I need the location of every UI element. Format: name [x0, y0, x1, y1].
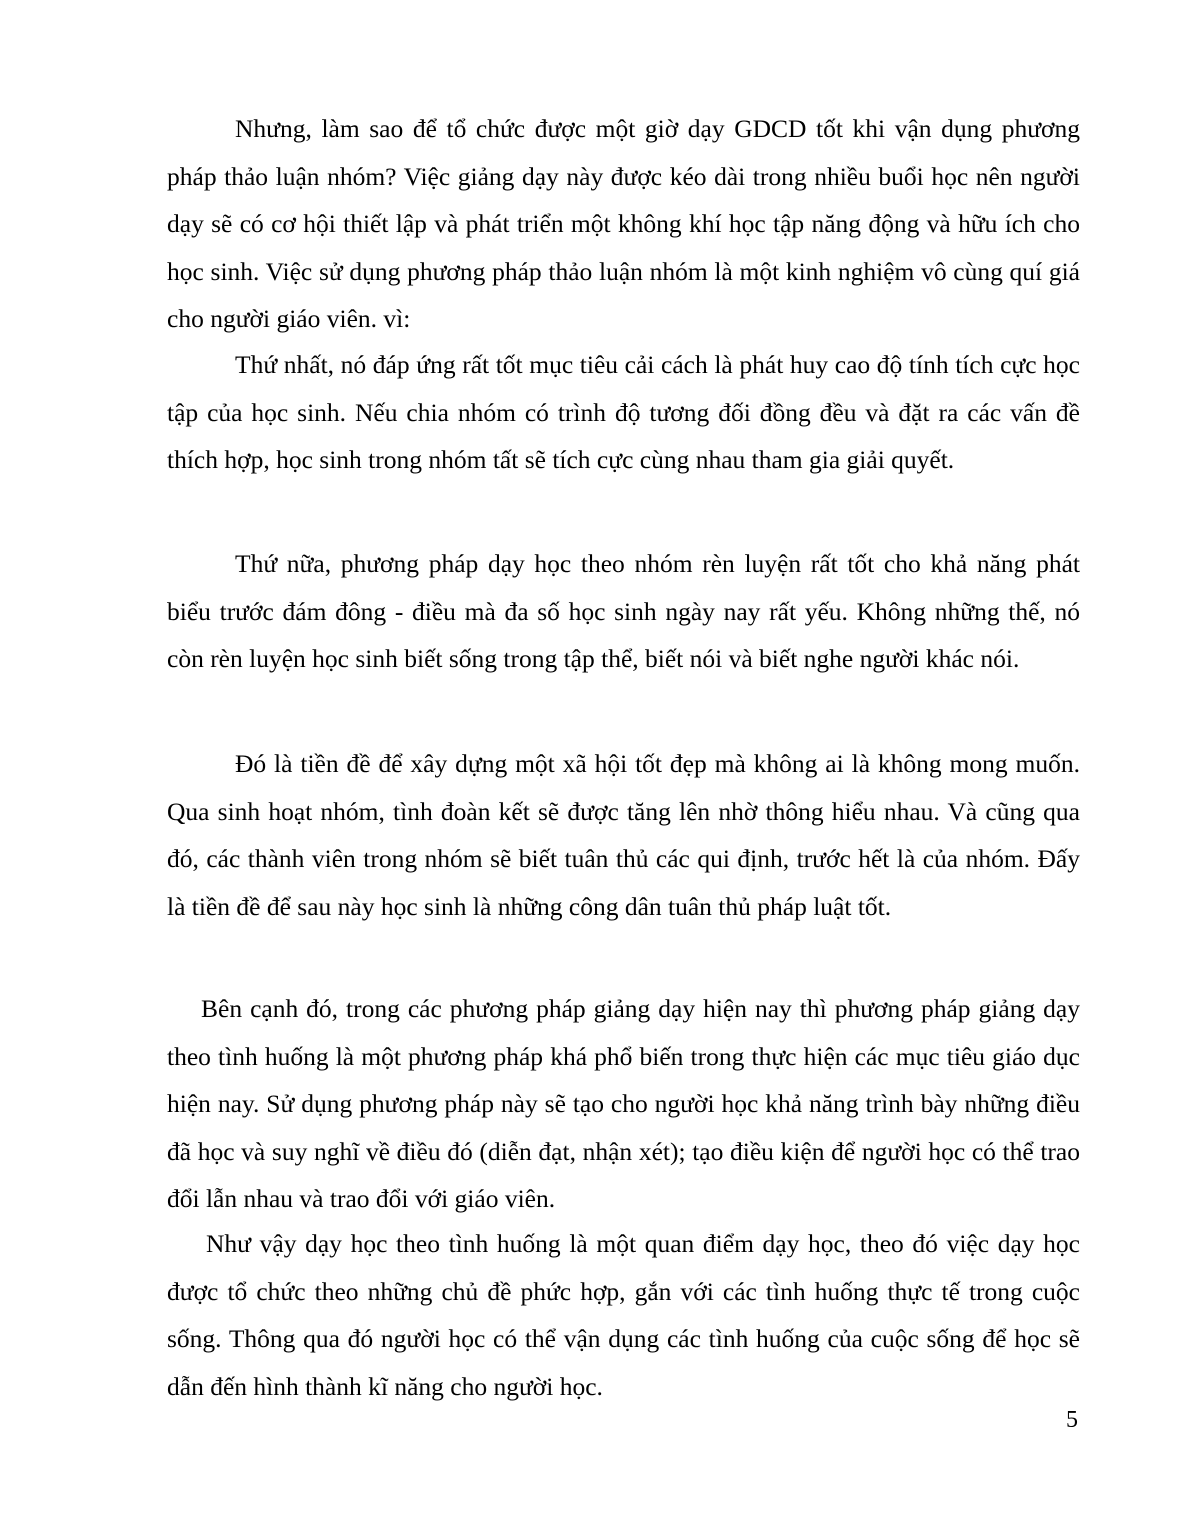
paragraph-second-reason: Thứ nữa, phương pháp dạy học theo nhóm rèn luyện rất tốt cho khả năng phát biểu trước đám đông - điều mà đa số học sinh ngày nay rất yếu. Không những thế, nó còn rèn luyện học sinh biết sống trong tập thể, biết nói và biết nghe người khác nói.: [167, 549, 1080, 674]
paragraph-situational-conclusion: Như vậy dạy học theo tình huống là một quan điểm dạy học, theo đó việc dạy học được tổ chức theo những chủ đề phức hợp, gắn với các tình huống thực tế trong cuộc sống. Thông qua đó người học có thể vận dụng các tình huống của cuộc sống để học sẽ dẫn đến hình thành kĩ năng cho người học.: [167, 1229, 1080, 1401]
paragraph-group-discussion-question: Nhưng, làm sao để tổ chức được một giờ dạy GDCD tốt khi vận dụng phương pháp thảo luận nhóm? Việc giảng dạy này được kéo dài trong nhiều buổi học nên người dạy sẽ có cơ hội thiết lập và phát triển một không khí học tập năng động và hữu ích cho học sinh. Việc sử dụng phương pháp thảo luận nhóm là một kinh nghiệm vô cùng quí giá cho người giáo viên. vì:: [167, 114, 1080, 334]
paragraph-situational-teaching: Bên cạnh đó, trong các phương pháp giảng dạy hiện nay thì phương pháp giảng dạy theo tình huống là một phương pháp khá phổ biến trong thực hiện các mục tiêu giáo dục hiện nay. Sử dụng phương pháp này sẽ tạo cho người học khả năng trình bày những điều đã học và suy nghĩ về điều đó (diễn đạt, nhận xét); tạo điều kiện để người học có thể trao đổi lẫn nhau và trao đổi với giáo viên.: [167, 994, 1080, 1214]
paragraph-first-reason: Thứ nhất, nó đáp ứng rất tốt mục tiêu cải cách là phát huy cao độ tính tích cực học tập của học sinh. Nếu chia nhóm có trình độ tương đối đồng đều và đặt ra các vấn đề thích hợp, học sinh trong nhóm tất sẽ tích cực cùng nhau tham gia giải quyết.: [167, 350, 1080, 475]
paragraph-social-foundation: Đó là tiền đề để xây dựng một xã hội tốt đẹp mà không ai là không mong muốn. Qua sinh hoạt nhóm, tình đoàn kết sẽ được tăng lên nhờ thông hiểu nhau. Và cũng qua đó, các thành viên trong nhóm sẽ biết tuân thủ các qui định, trước hết là của nhóm. Đấy là tiền đề để sau này học sinh là những công dân tuân thủ pháp luật tốt.: [167, 749, 1080, 921]
page-number: 5: [1066, 1407, 1078, 1433]
